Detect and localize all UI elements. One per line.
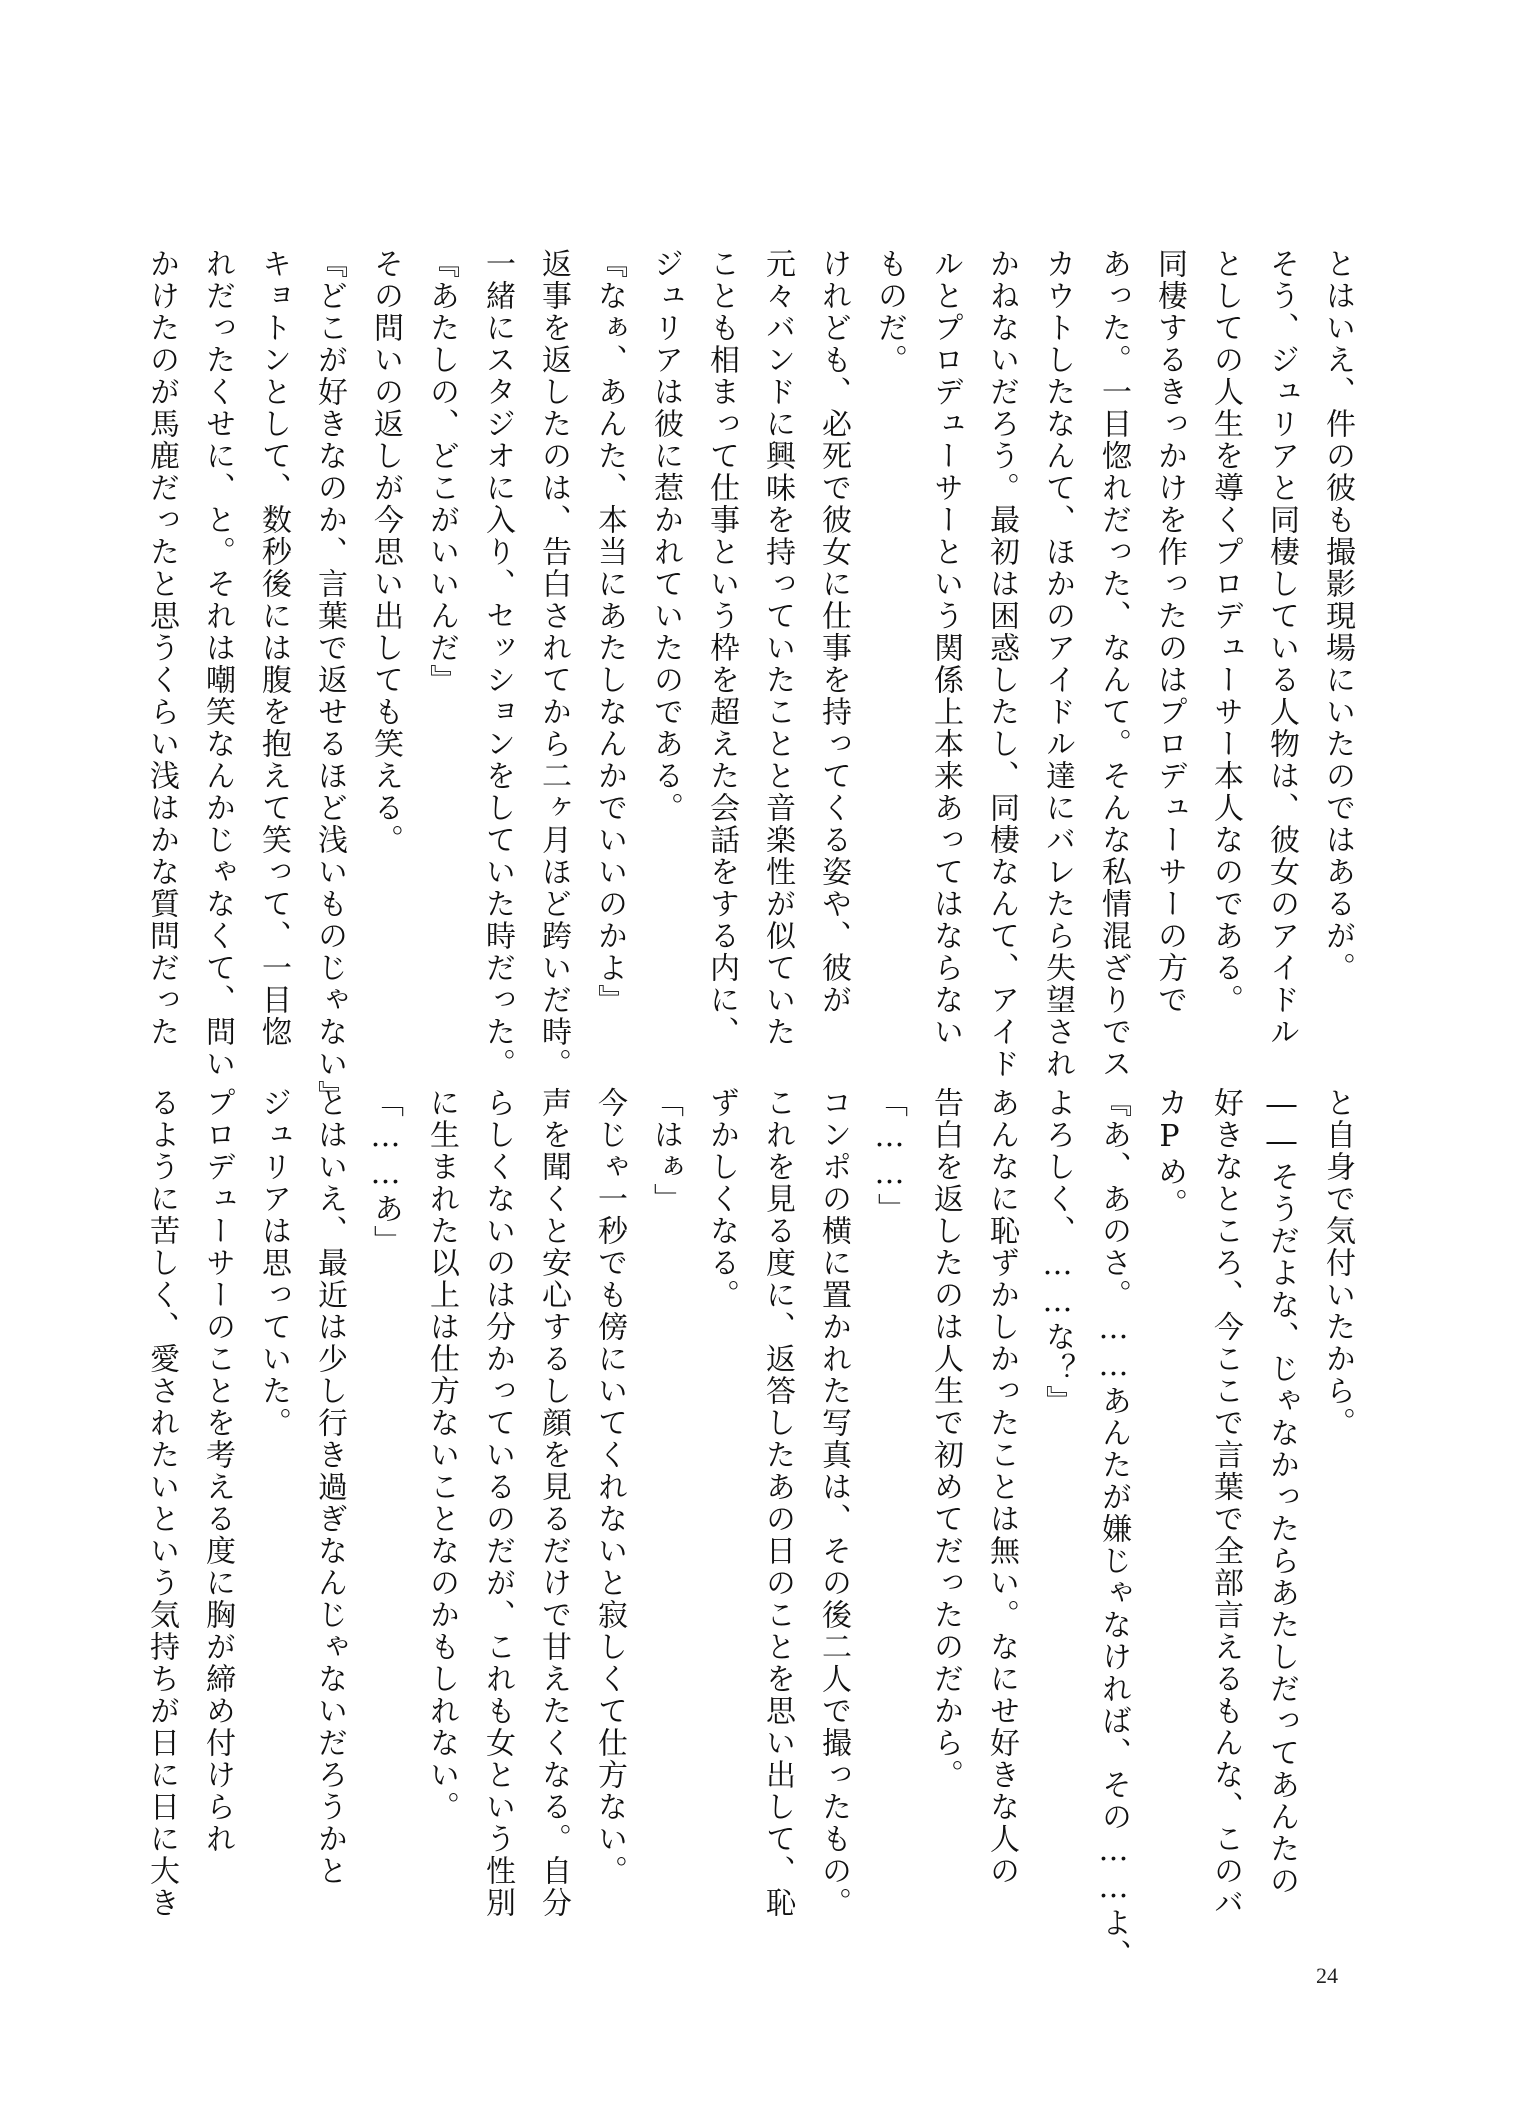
text-line: 同棲するきっかけを作ったのはプロデューサーの方で — [1152, 248, 1187, 1016]
page-number: 24 — [1316, 1963, 1338, 1988]
text-line: キョトンとして、数秒後には腹を抱えて笑って、一目惚 — [256, 248, 291, 1048]
text-line: 『あたしの、どこがいいんだ』 — [424, 248, 459, 696]
text-line: これを見る度に、返答したあの日のことを思い出して、恥 — [760, 1087, 795, 1919]
text-line: 元々バンドに興味を持っていたことと音楽性が似ていた — [760, 248, 795, 1048]
text-line: るように苦しく、愛されたいという気持ちが日に日に大き — [144, 1087, 179, 1919]
text-line: と自身で気付いたから。 — [1320, 1087, 1355, 1439]
text-line: 『どこが好きなのか、言葉で返せるほど浅いものじゃない』 — [312, 248, 347, 1112]
text-line: 返事を返したのは、告白されてから二ヶ月ほど跨いだ時。 — [536, 248, 571, 1080]
text-line: ルとプロデューサーという関係上本来あってはならない — [928, 248, 963, 1048]
text-line: ことも相まって仕事という枠を超えた会話をする内に、 — [704, 248, 739, 1048]
text-line: に生まれた以上は仕方ないことなのかもしれない。 — [424, 1087, 459, 1823]
text-line: らしくないのは分かっているのだが、これも女という性別 — [480, 1087, 515, 1919]
text-line: カウトしたなんて、ほかのアイドル達にバレたら失望され — [1040, 248, 1075, 1080]
upper-text-block — [144, 248, 1365, 1112]
text-line: とはいえ、最近は少し行き過ぎなんじゃないだろうかと — [312, 1087, 347, 1887]
text-line: 好きなところ、今ここで言葉で全部言えるもんな、このバ — [1208, 1087, 1243, 1919]
text-line: あった。一目惚れだった、なんて。そんな私情混ざりでス — [1096, 248, 1131, 1080]
text-line: その問いの返しが今思い出しても笑える。 — [368, 248, 403, 856]
text-line: かねないだろう。最初は困惑したし、同棲なんて、アイド — [984, 248, 1019, 1080]
text-line: 一緒にスタジオに入り、セッションをしていた時だった。 — [480, 248, 515, 1080]
text-line: あんなに恥ずかしかったことは無い。なにせ好きな人の — [984, 1087, 1019, 1887]
text-line: 「……」 — [872, 1087, 907, 1225]
text-line: プロデューサーのことを考える度に胸が締め付けられ — [200, 1087, 235, 1855]
text-line: そう、ジュリアと同棲している人物は、彼女のアイドル — [1264, 248, 1299, 1048]
text-line: 声を聞くと安心するし顔を見るだけで甘えたくなる。自分 — [536, 1087, 571, 1919]
text-line: れだったくせに、と。それは嘲笑なんかじゃなくて、問い — [200, 248, 235, 1080]
text-line: 『なぁ、あんた、本当にあたしなんかでいいのかよ』 — [592, 248, 627, 1016]
text-line: 今じゃ一秒でも傍にいてくれないと寂しくて仕方ない。 — [592, 1087, 627, 1887]
text-line: とはいえ、件の彼も撮影現場にいたのではあるが。 — [1320, 248, 1355, 984]
text-line: ずかしくなる。 — [704, 1087, 739, 1311]
text-line: としての人生を導くプロデューサー本人なのである。 — [1208, 248, 1243, 1016]
text-line: ジュリアは彼に惹かれていたのである。 — [648, 248, 683, 824]
text-line: ものだ。 — [872, 248, 907, 376]
lower-text-block — [144, 1087, 1365, 1971]
text-line: ジュリアは思っていた。 — [256, 1087, 291, 1439]
text-line: かけたのが馬鹿だったと思うくらい浅はかな質問だった — [144, 248, 179, 1048]
text-line: よろしく、……な？』 — [1040, 1087, 1075, 1417]
text-line: ――そうだよな、じゃなかったらあたしだってあんたの — [1264, 1087, 1299, 1897]
text-line: コンポの横に置かれた写真は、その後二人で撮ったもの。 — [816, 1087, 851, 1919]
text-line: 「はぁ」 — [648, 1087, 683, 1215]
text-line: 告白を返したのは人生で初めてだったのだから。 — [928, 1087, 963, 1791]
text-line: 『あ、あのさ。……あんたが嫌じゃなければ、その……よ、 — [1096, 1087, 1131, 1971]
text-line: けれども、必死で彼女に仕事を持ってくる姿や、彼が — [816, 248, 851, 1016]
text-line: 「……あ」 — [368, 1087, 403, 1257]
text-line: カPめ。 — [1152, 1087, 1187, 1220]
